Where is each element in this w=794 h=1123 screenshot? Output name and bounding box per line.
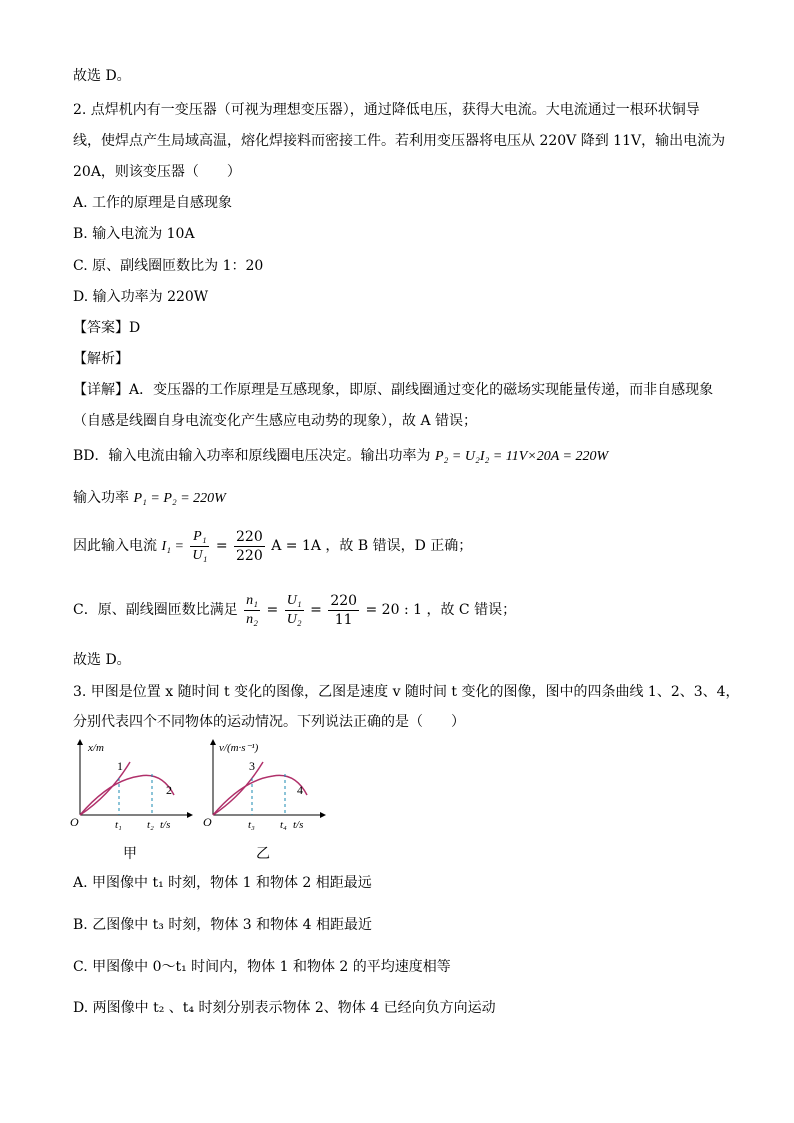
q3-stem-line2: 分别代表四个不同物体的运动情况。下列说法正确的是（ ） <box>73 714 465 730</box>
jia-origin: O <box>70 815 79 829</box>
q2-option-c: C. 原、副线圈匝数比为 1：20 <box>73 258 264 274</box>
prev-answer-line: 故选 D。 <box>73 68 131 84</box>
yi-xlabel: t/s <box>293 819 304 831</box>
detail-line5 <box>73 526 472 567</box>
detail-line6-tail: ，故 C 错误； <box>426 602 517 618</box>
detail-line6-text: C．原、副线圈匝数比满足 <box>73 602 238 618</box>
yi-t3-label: t₃ <box>248 819 255 831</box>
q2-stem-line1: 2. 点焊机内有一变压器（可视为理想变压器），通过降低电压，获得大电流。大电流通过一根环状铜导 <box>73 102 700 118</box>
detail-line4-text: 输入功率 <box>73 490 129 506</box>
end-answer-line: 故选 D。 <box>73 652 131 668</box>
current-value-num: 220 <box>236 528 263 545</box>
jia-curve-2-label: 2 <box>166 783 172 797</box>
ratio-value-den: 11 <box>334 611 353 628</box>
yi-curve-3-label: 3 <box>249 759 255 773</box>
turns-fraction <box>244 592 260 629</box>
jia-curve-1-label: 1 <box>117 759 123 773</box>
current-eq-sign: = <box>215 538 228 554</box>
detail-line2: （自感是线圈自身电流变化产生感应电动势的现象），故 A 错误； <box>73 413 478 429</box>
detail-line3-text: BD．输入电流由输入功率和原线圈电压决定。输出功率为 <box>73 448 431 464</box>
ratio-value-fraction <box>328 592 359 629</box>
voltage-fraction-den: U₂ <box>286 611 302 627</box>
jia-t2-label: t₂ <box>147 819 154 831</box>
q3-option-c: C. 甲图像中 0～t₁ 时间内，物体 1 和物体 2 的平均速度相等 <box>73 959 451 975</box>
q2-stem-line2: 线，使焊点产生局域高温，熔化焊接料而密接工件。若利用变压器将电压从 220V 降到 11V，输出电流为 <box>73 133 726 149</box>
turns-fraction-den: n₂ <box>246 611 259 627</box>
ratio-rhs: = 20 : 1 <box>365 602 423 618</box>
detail-line5-tail: ，故 B 错误，D 正确； <box>325 538 473 554</box>
current-fraction-den: U₁ <box>192 547 208 563</box>
q2-option-a: A. 工作的原理是自感现象 <box>73 195 233 211</box>
detail-line6: C．原、副线圈匝数比满足 $\frac{\text{n₁}}{\text{n₂}}$ = $\frac{\text{U₁}}{\text{U₂}}$ = $\frac{220}{11}$ = 20 : 1 ，故 C 错误； <box>73 592 517 628</box>
jia-curve-2 <box>80 775 174 815</box>
answer-tag: 【答案】D <box>73 320 141 336</box>
q3-option-d: D. 两图像中 t₂ 、t₄ 时刻分别表示物体 2、物体 4 已经向负方向运动 <box>73 1000 496 1016</box>
current-lhs: I₁ = <box>161 539 184 554</box>
input-power-equation: P₁ = P₂ = 220W <box>133 491 226 506</box>
yi-curve-4-label: 4 <box>297 783 303 797</box>
turns-fraction-num: n₁ <box>244 592 260 611</box>
detail-line5-text: 因此输入电流 <box>73 538 157 554</box>
jia-t1-label: t₁ <box>115 819 122 831</box>
voltage-fraction <box>285 592 304 629</box>
q2-option-b: B. 输入电流为 10A <box>73 226 195 242</box>
q2-stem-line3: 20A，则该变压器（ ） <box>73 164 241 180</box>
current-fraction <box>190 528 209 565</box>
yi-t4-label: t₄ <box>280 819 287 831</box>
yi-curve-4 <box>213 775 307 815</box>
jia-xlabel: t/s <box>160 819 171 831</box>
detail-line3 <box>73 446 608 467</box>
current-value-fraction <box>234 528 265 565</box>
ratio-value-num: 220 <box>330 592 358 609</box>
detail-line4 <box>73 488 226 509</box>
yi-origin: O <box>203 815 212 829</box>
current-value-den: 220 <box>236 547 263 564</box>
q2-option-d: D. 输入功率为 220W <box>73 289 209 305</box>
q3-stem-line1: 3. 甲图是位置 x 随时间 t 变化的图像，乙图是速度 v 随时间 t 变化的图像，图中的四条曲线 1、2、3、4， <box>73 684 740 700</box>
current-fraction-num: P₁ <box>190 528 209 547</box>
voltage-fraction-num: U₁ <box>285 592 304 611</box>
jia-ylabel: x/m <box>88 742 104 754</box>
detail-line1: 【详解】A．变压器的工作原理是互感现象，即原、副线圈通过变化的磁场实现能量传递，而非自感现象 <box>73 382 714 398</box>
jia-caption: 甲 <box>123 846 137 862</box>
yi-caption: 乙 <box>256 846 270 862</box>
q3-option-b: B. 乙图像中 t₃ 时刻，物体 3 和物体 4 相距最近 <box>73 917 372 933</box>
output-power-equation: P₂ = U₂I₂ = 11V×20A = 220W <box>434 449 609 464</box>
q3-option-a: A. 甲图像中 t₁ 时刻，物体 1 和物体 2 相距最远 <box>73 875 372 891</box>
yi-ylabel: v/(m·s⁻¹) <box>219 742 259 754</box>
analysis-tag: 【解析】 <box>73 351 129 367</box>
current-rhs: A = 1A <box>271 538 321 554</box>
